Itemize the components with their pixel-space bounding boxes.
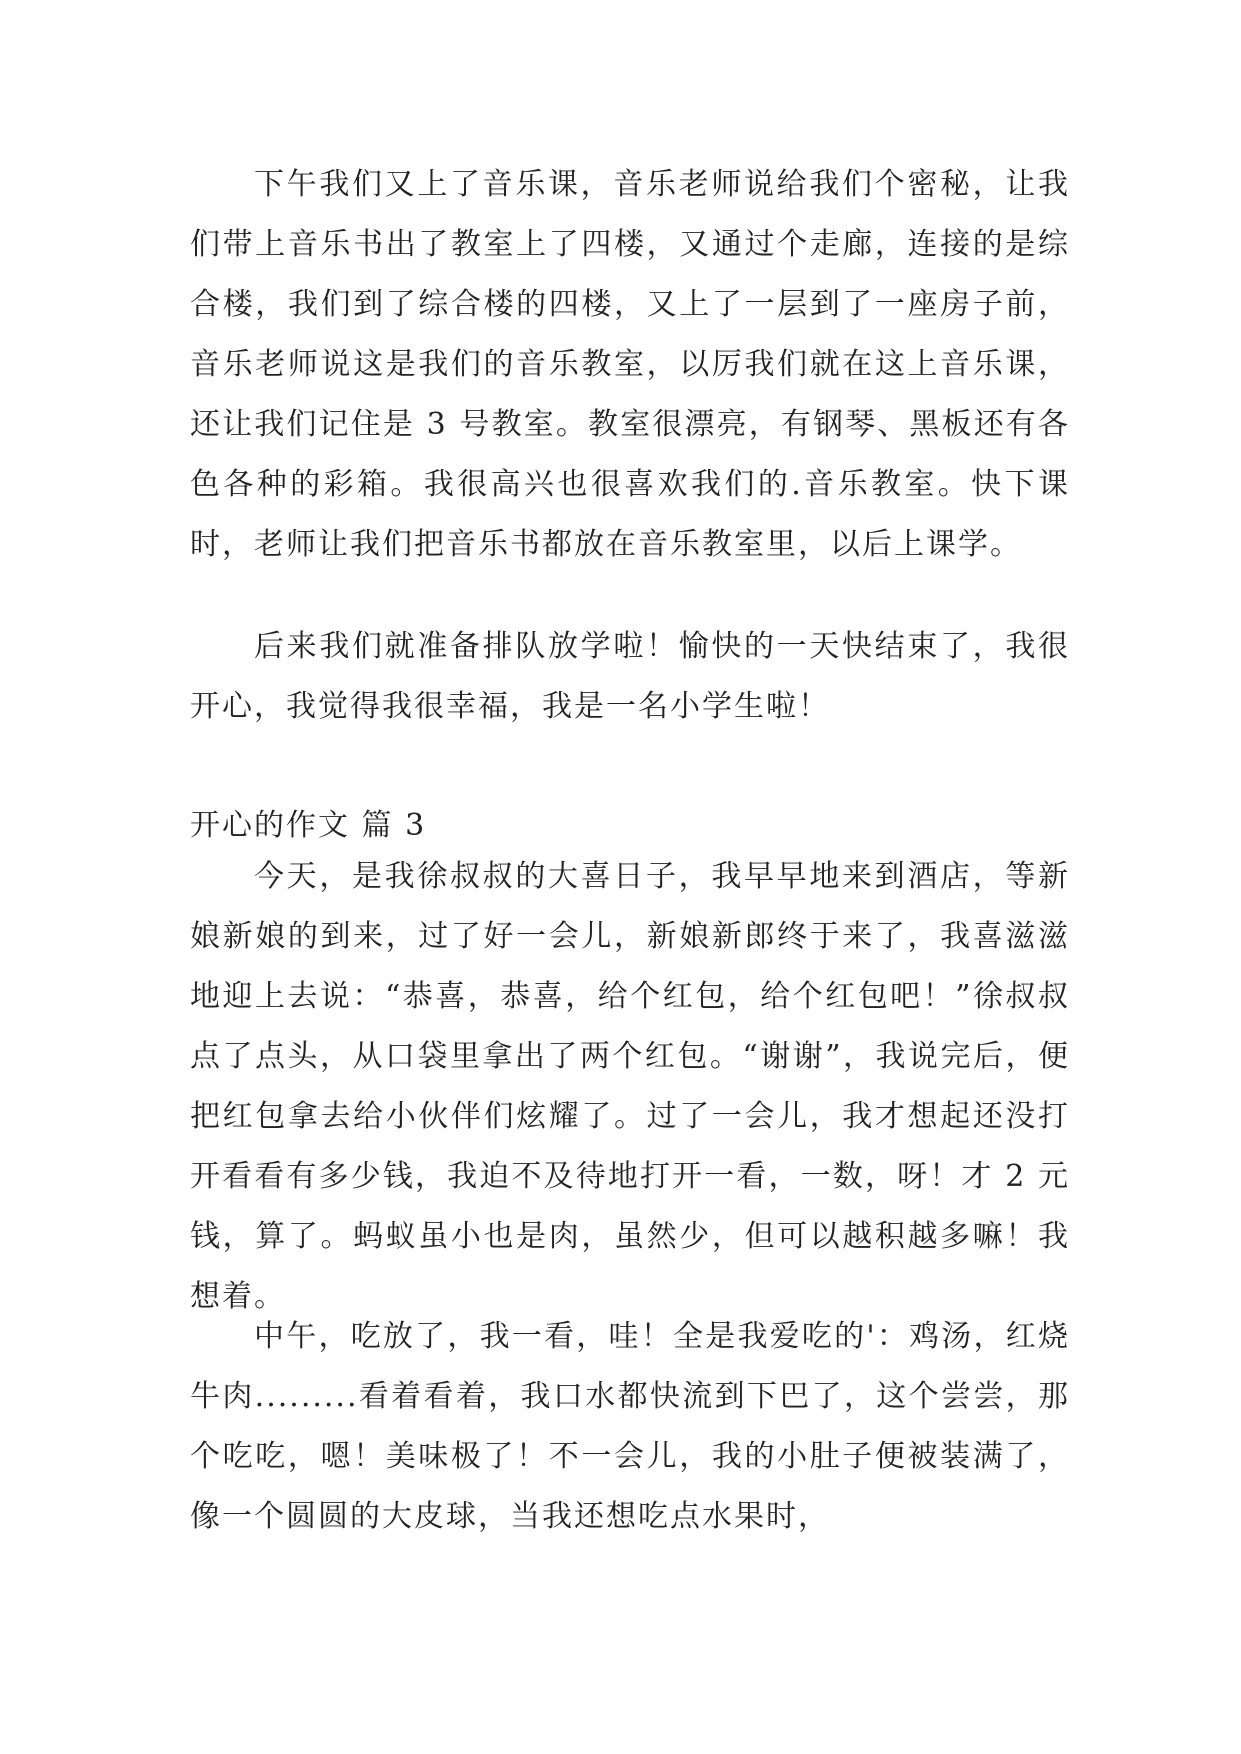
paragraph-music-class: 下午我们又上了音乐课，音乐老师说给我们个密秘，让我们带上音乐书出了教室上了四楼，又通过个走廊，连接的是综合楼，我们到了综合楼的四楼，又上了一层到了一座房子前，音乐老师说这是我们的音乐教室，以厉我们就在这上音乐课，还让我们记住是 3 号教室。教室很漂亮，有钢琴、黑板还有各色各种的彩箱。我很高兴也很喜欢我们的.音乐教室。快下课时，老师让我们把音乐书都放在音乐教室里，以后上课学。: [190, 167, 1070, 562]
paragraph-after-school: 后来我们就准备排队放学啦！愉快的一天快结束了，我很开心，我觉得我很幸福，我是一名小学生啦！: [190, 629, 1070, 724]
paragraph-wedding: 今天，是我徐叔叔的大喜日子，我早早地来到酒店，等新娘新娘的到来，过了好一会儿，新娘新郎终于来了，我喜滋滋地迎上去说：“恭喜，恭喜，给个红包，给个红包吧！”徐叔叔点了点头，从口袋里拿出了两个红包。“谢谢”，我说完后，便把红包拿去给小伙伴们炫耀了。过了一会儿，我才想起还没打开看看有多少钱，我迫不及待地打开一看，一数，呀！才 2 元钱，算了。蚂蚁虽小也是肉，虽然少，但可以越积越多嘛！我想着。: [190, 859, 1070, 1314]
section-heading: 开心的作文 篇 3: [190, 808, 427, 843]
paragraph-lunch: 中午，吃放了，我一看，哇！全是我爱吃的'：鸡汤，红烧牛肉.........看着看着，我口水都快流到下巴了，这个尝尝，那个吃吃，嗯！美味极了！不一会儿，我的小肚子便被装满了，像一个圆圆的大皮球，当我还想吃点水果时，: [190, 1319, 1070, 1534]
